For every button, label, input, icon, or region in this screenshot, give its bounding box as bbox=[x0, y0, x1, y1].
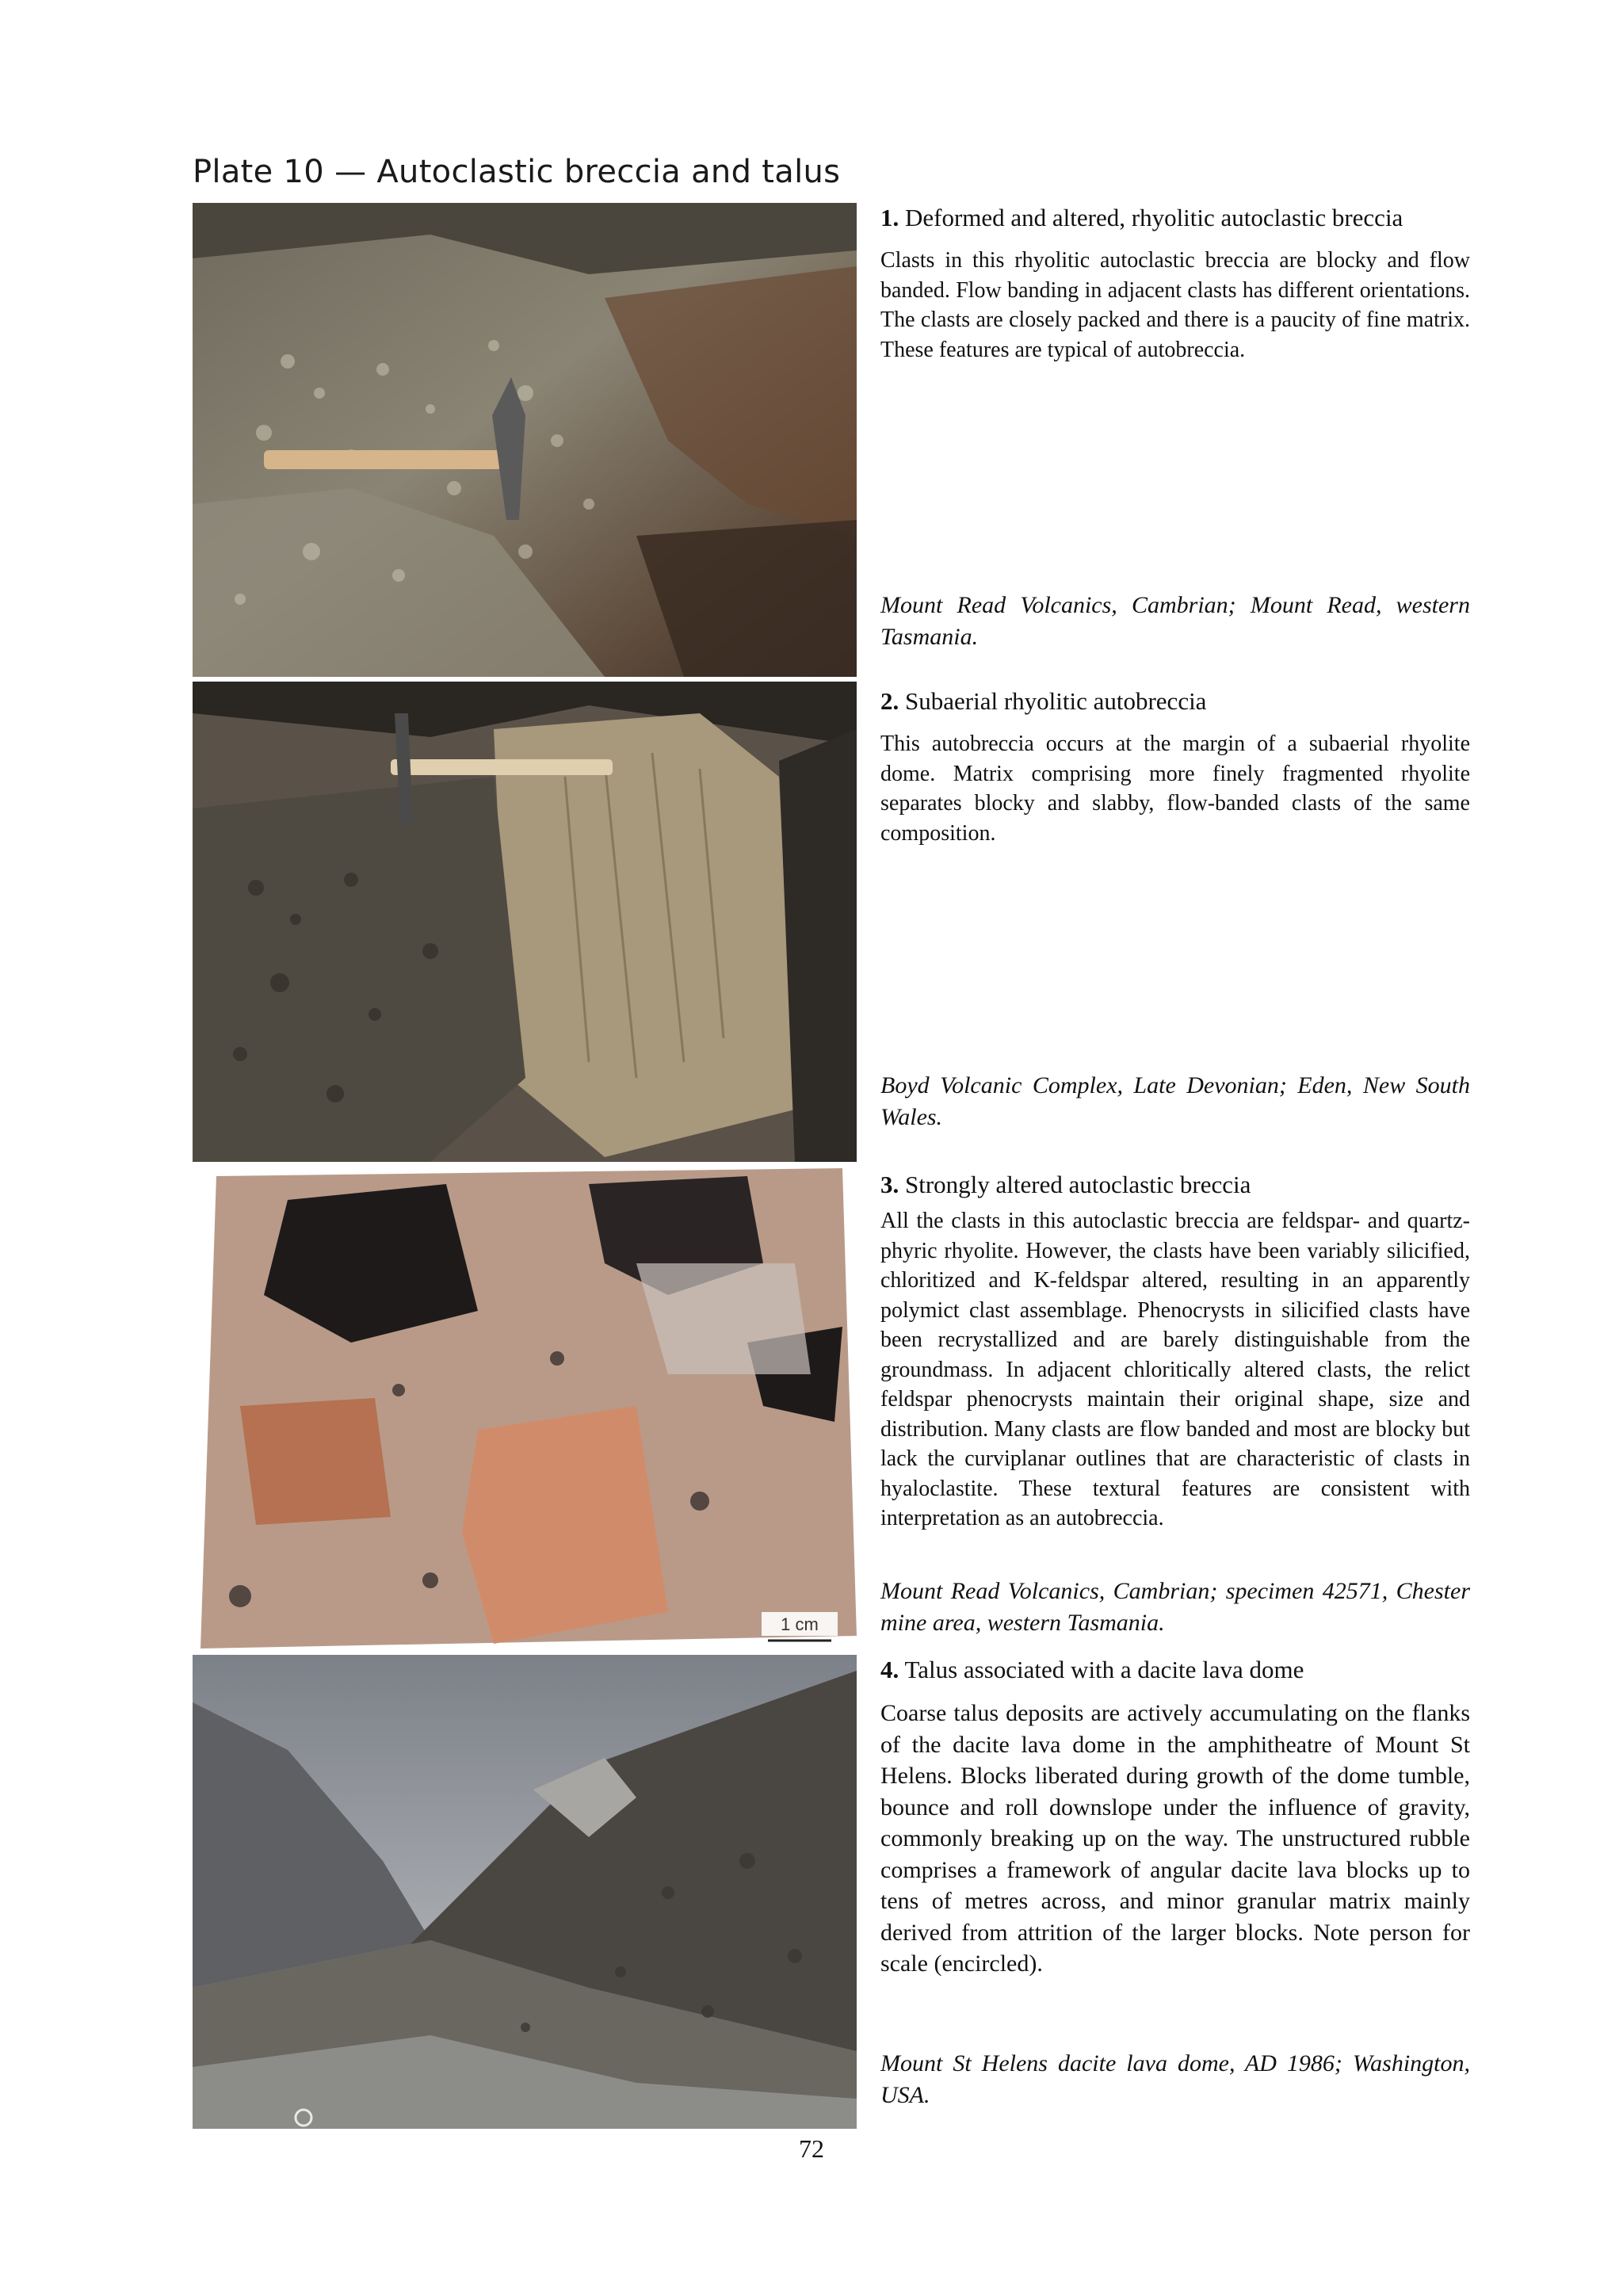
section-4 bbox=[880, 1655, 1470, 1980]
section-2-location: Boyd Volcanic Complex, Late Devonian; Eden, New South Wales. bbox=[880, 1072, 1470, 1130]
section-2 bbox=[880, 686, 1470, 848]
hammer-handle bbox=[264, 450, 502, 469]
photo-1-rock-face bbox=[193, 203, 857, 677]
photo-3-polished-slab bbox=[193, 1168, 857, 1648]
section-3 bbox=[880, 1170, 1470, 1534]
section-1-heading: 1. Deformed and altered, rhyolitic autoclastic breccia bbox=[880, 204, 1403, 231]
section-3-body: All the clasts in this autoclastic breccia are feldspar- and quartz-phyric rhyolite. However, the clasts have been variably silicified, chloritized and K-feldspar altered, resulting in an apparently polymict clast assemblage. Phenocrysts in silicified clasts have been recrystallized and are barely distinguishable from the groundmass. In adjacent chloritically altered clasts, the relict feldspar phenocrysts maintain their original shape, size and distribution. Many clasts are flow banded and most are blocky but lack the curviplanar outlines that are characteristic of clasts in hyaloclastite. These textural features are consistent with interpretation as an autobreccia. bbox=[880, 1209, 1470, 1530]
section-3-heading: 3. Strongly altered autoclastic breccia bbox=[880, 1171, 1251, 1198]
section-2-heading: 2. Subaerial rhyolitic autobreccia bbox=[880, 687, 1207, 715]
section-2-body: This autobreccia occurs at the margin of a subaerial rhyolite dome. Matrix comprising more finely fragmented rhyolite separates blocky and slabby, flow-banded clasts of the same composition. bbox=[880, 732, 1470, 846]
page-number: 72 bbox=[799, 2134, 824, 2163]
section-1-body: Clasts in this rhyolitic autoclastic breccia are blocky and flow banded. Flow banding in adjacent clasts has different orientations. The clasts are closely packed and there is a paucity of fine matrix. These features are typical of autobreccia. bbox=[880, 248, 1470, 362]
plate-title: Plate 10 — Autoclastic breccia and talus bbox=[193, 154, 841, 190]
photo-2-outcrop bbox=[193, 682, 857, 1162]
section-1-location: Mount Read Volcanics, Cambrian; Mount Read, western Tasmania. bbox=[880, 592, 1470, 650]
section-4-location: Mount St Helens dacite lava dome, AD 1986; Washington, USA. bbox=[880, 2050, 1470, 2108]
section-3-location: Mount Read Volcanics, Cambrian; specimen 42571, Chester mine area, western Tasmania. bbox=[880, 1578, 1470, 1636]
section-4-body: Coarse talus deposits are actively accumulating on the flanks of the dacite lava dome in the amphitheatre of Mount St Helens. Blocks liberated during growth of the dome tumble, bounce and roll downslope under the influence of gravity, commonly breaking up on the way. The unstructured rubble comprises a framework of angular dacite lava blocks up to tens of metres across, and minor granular matrix mainly derived from attrition of the larger blocks. Note person for scale (encircled). bbox=[880, 1700, 1470, 1977]
scale-bar-label: 1 cm bbox=[781, 1614, 819, 1634]
photo-4-talus-slope bbox=[193, 1655, 857, 2129]
section-4-heading: 4. Talus associated with a dacite lava dome bbox=[880, 1656, 1304, 1683]
section-1 bbox=[880, 203, 1470, 365]
